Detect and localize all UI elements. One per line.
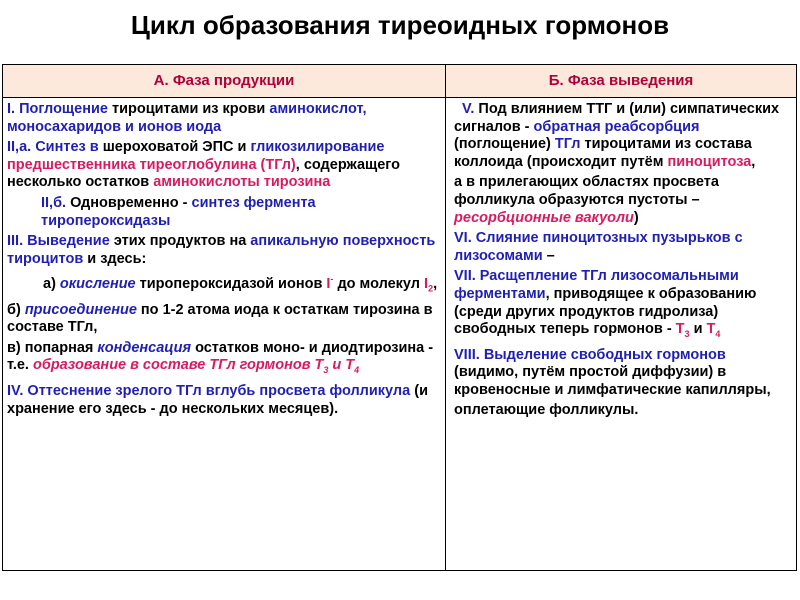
step-3c-formation: образование в составе ТГл гормонов Т bbox=[32, 357, 324, 374]
step-2a-tyrosine: аминокислоты тирозина bbox=[153, 174, 331, 191]
step-3c-t4-sub: 4 bbox=[354, 365, 360, 376]
step-2a-text-2: , содержащего несколько остатков bbox=[7, 156, 401, 191]
step-5-reabsorption: обратная реабсорбция bbox=[533, 118, 700, 135]
step-8 bbox=[454, 347, 794, 400]
step-5-text-3: тироцитами из состава коллоида (происходит путём bbox=[454, 136, 752, 170]
step-3a-comma: , bbox=[433, 276, 438, 293]
step-3a-text: тиропероксидазой ионов bbox=[135, 276, 327, 293]
step-3b-attachment: присоединение bbox=[24, 301, 137, 318]
step-3a-iodine: I bbox=[424, 276, 429, 293]
step-7-text: , приводящее к образованию (среди других продуктов гидролиза) свободных теперь гормонов - bbox=[454, 285, 757, 338]
step-4 bbox=[7, 383, 443, 418]
step-3a-iodide: I bbox=[326, 276, 331, 293]
step-3c bbox=[7, 340, 443, 380]
step-5-comma: , bbox=[751, 153, 756, 170]
step-5-cont bbox=[454, 174, 794, 227]
step-1 bbox=[7, 101, 443, 136]
step-3-text: этих продуктов на bbox=[109, 233, 251, 250]
step-3b bbox=[7, 302, 443, 337]
step-8-cont bbox=[454, 402, 794, 420]
step-5-close: ) bbox=[633, 209, 639, 226]
step-7-t4: Т bbox=[706, 321, 716, 338]
header-production-phase: А. Фаза продукции bbox=[3, 65, 446, 98]
step-3c-t3-sub: 3 bbox=[323, 365, 329, 376]
step-3a-iodide-charge: - bbox=[330, 274, 334, 285]
step-5-pinocytosis: пиноцитоза bbox=[667, 153, 752, 170]
step-8-title: VIII. Выделение свободных гормонов bbox=[454, 346, 726, 363]
step-3a-oxidation: окисление bbox=[59, 276, 136, 293]
step-3b-text: по 1-2 атома иода к остаткам тирозина в составе ТГл, bbox=[7, 301, 433, 336]
step-3a-text-2: до молекул bbox=[333, 276, 425, 293]
step-1-substances: аминокислот, моносахаридов и ионов иода bbox=[7, 101, 367, 135]
step-3-surface: апикальную поверхность тироцитов bbox=[7, 233, 436, 267]
step-6-title: VI. Слияние пиноцитозных пузырьков с лизосомами bbox=[454, 230, 743, 264]
step-2a-glycosylation: гликозилирование bbox=[250, 139, 385, 156]
step-7-and: и bbox=[689, 321, 707, 338]
step-7-title: VII. Расщепление ТГл лизосомальными ферментами bbox=[454, 268, 739, 302]
step-5-text: Под влиянием ТТГ и (или) симпатических сигналов - bbox=[454, 101, 780, 135]
content-table bbox=[2, 64, 797, 571]
step-6-dash: – bbox=[542, 247, 555, 264]
step-5-cont-text: а в прилегающих областях просвета фолликула образуются пустоты – bbox=[454, 174, 719, 208]
step-7 bbox=[454, 268, 794, 343]
step-5 bbox=[454, 101, 794, 171]
step-7-t3-sub: 3 bbox=[684, 329, 690, 340]
page-title: Цикл образования тиреоидных гормонов bbox=[130, 10, 670, 40]
column-excretion bbox=[454, 101, 794, 423]
step-8-cont-text: оплетающие фолликулы. bbox=[454, 402, 639, 419]
step-3c-condensation: конденсация bbox=[97, 339, 192, 356]
header-excretion-phase: Б. Фаза выведения bbox=[446, 65, 796, 98]
step-2b-enzyme: синтез фермента тиропероксидазы bbox=[41, 194, 316, 229]
step-2a-text: шероховатой ЭПС и bbox=[98, 139, 251, 156]
step-3b-label: б) bbox=[7, 301, 25, 318]
step-5-title: V. bbox=[462, 101, 475, 117]
step-7-t3: Т bbox=[675, 321, 685, 338]
step-3c-label: в) попарная bbox=[7, 339, 98, 356]
step-2b-text: Одновременно - bbox=[66, 194, 192, 211]
column-production bbox=[7, 101, 443, 421]
step-7-t4-sub: 4 bbox=[715, 329, 721, 340]
step-2a-title: II,а. Синтез в bbox=[7, 139, 99, 156]
step-5-vacuoles: ресорбционные вакуоли bbox=[454, 209, 634, 226]
step-3a-iodine-sub: 2 bbox=[428, 284, 434, 295]
step-2a bbox=[7, 139, 443, 192]
step-2b-title: II,б. bbox=[41, 194, 67, 211]
step-3-title: III. Выведение bbox=[7, 233, 110, 250]
step-5-tgl: ТГл bbox=[554, 136, 581, 153]
step-3-text-2: и здесь: bbox=[83, 250, 147, 267]
step-3c-and-t: и Т bbox=[328, 357, 355, 374]
step-6 bbox=[454, 230, 794, 265]
step-3 bbox=[7, 233, 443, 268]
step-2b bbox=[7, 195, 443, 230]
step-1-title: I. Поглощение bbox=[7, 101, 108, 117]
step-1-text: тироцитами из крови bbox=[107, 101, 270, 117]
step-3a bbox=[7, 271, 443, 298]
step-4-text: (и хранение его здесь - до нескольких месяцев). bbox=[7, 382, 428, 417]
column-divider bbox=[445, 97, 446, 570]
step-4-title: IV. Оттеснение зрелого ТГл вглубь просвета фолликула bbox=[7, 382, 411, 399]
step-2a-precursor: предшественника тиреоглобулина (ТГл) bbox=[7, 156, 296, 173]
step-8-text: (видимо, путём простой диффузии) в кровеносные и лимфатические капилляры, bbox=[454, 364, 771, 398]
step-5-text-2: (поглощение) bbox=[454, 136, 555, 153]
step-3a-label: а) bbox=[43, 276, 60, 293]
step-3c-text: остатков моно- и диодтирозина - т.е. bbox=[7, 339, 434, 374]
